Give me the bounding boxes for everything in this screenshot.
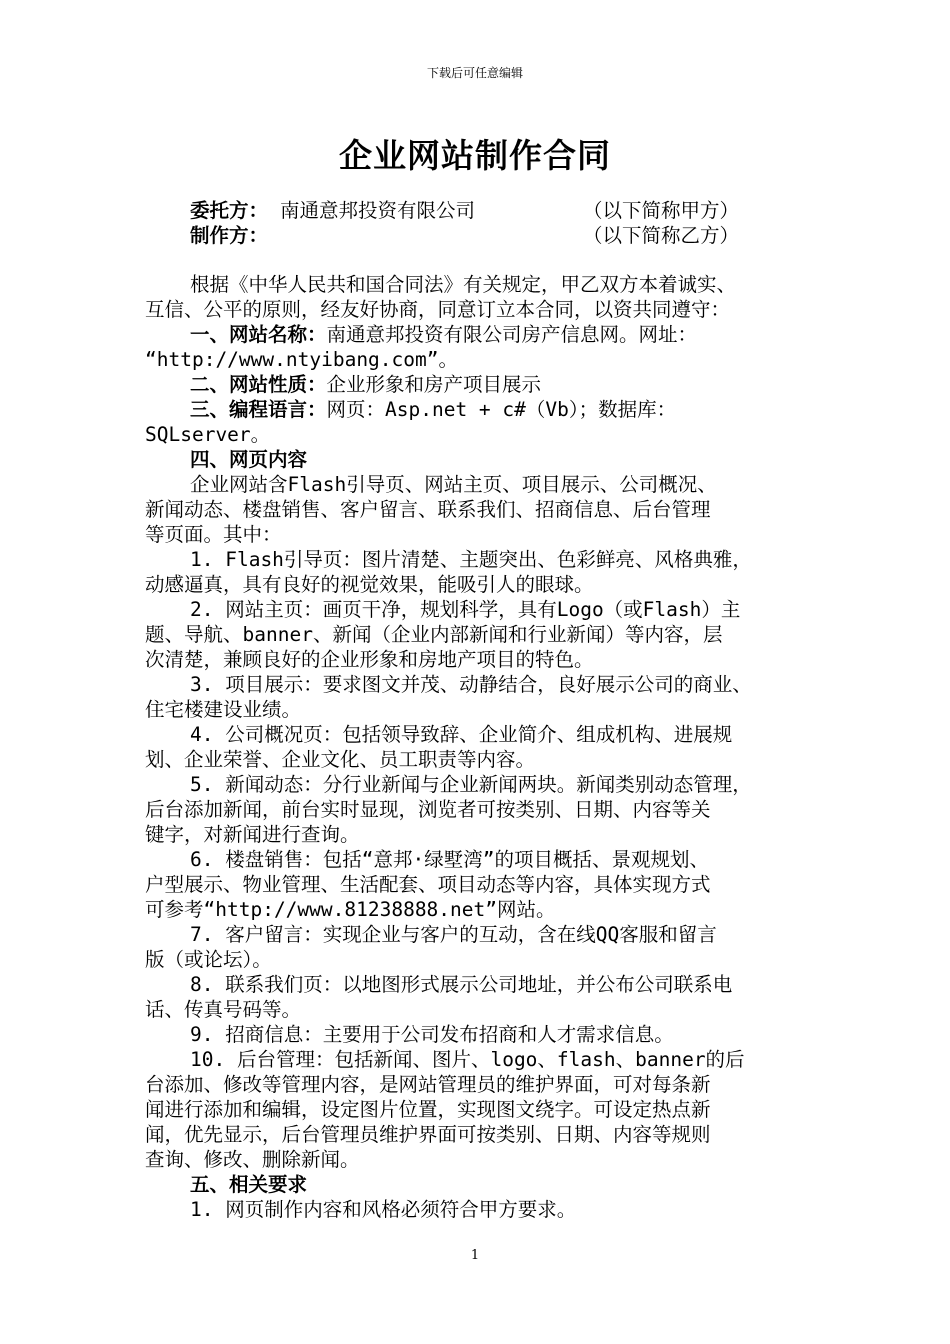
body-line: 7. 客户留言：实现企业与客户的互动，含在线QQ客服和留言 xyxy=(190,923,717,946)
body-line: 台添加、修改等管理内容，是网站管理员的维护界面，可对每条新 xyxy=(145,1073,711,1096)
body-line: 1. Flash引导页：图片清楚、主题突出、色彩鲜亮、风格典雅， xyxy=(190,548,752,571)
maker-label: 制作方： xyxy=(190,224,269,247)
body-line: 10. 后台管理：包括新闻、图片、logo、flash、banner的后 xyxy=(190,1048,745,1071)
body-line: 6. 楼盘销售：包括“意邦·绿墅湾”的项目概括、景观规划、 xyxy=(190,848,709,871)
body-line: 新闻动态、楼盘销售、客户留言、联系我们、招商信息、后台管理 xyxy=(145,498,711,521)
section-1-heading: 一、网站名称： xyxy=(190,323,327,346)
section-2 xyxy=(190,372,541,397)
body-line: 企业网站含Flash引导页、网站主页、项目展示、公司概况、 xyxy=(190,473,717,496)
maker-note: （以下简称乙方） xyxy=(583,224,740,247)
client-name: 南通意邦投资有限公司 xyxy=(280,199,476,222)
body-line: 话、传真号码等。 xyxy=(145,998,302,1021)
section-2-text: 企业形象和房产项目展示 xyxy=(326,373,542,396)
section-4-heading: 四、网页内容 xyxy=(190,448,308,471)
body-line: 次清楚，兼顾良好的企业形象和房地产项目的特色。 xyxy=(145,648,594,671)
body-line: 8. 联系我们页：以地图形式展示公司地址，并公布公司联系电 xyxy=(190,973,733,996)
section-1 xyxy=(190,322,697,347)
body-line: 3. 项目展示：要求图文并茂、动静结合，良好展示公司的商业、 xyxy=(190,673,752,696)
client-label: 委托方： xyxy=(190,199,269,222)
body-line: 划、企业荣誉、企业文化、员工职责等内容。 xyxy=(145,748,536,771)
body-line: 闻进行添加和编辑，设定图片位置，实现图文绕字。可设定热点新 xyxy=(145,1098,711,1121)
body-line: 可参考“http://www.81238888.net”网站。 xyxy=(145,898,556,921)
body-line: 4. 公司概况页：包括领导致辞、企业简介、组成机构、进展规 xyxy=(190,723,733,746)
body-line: 户型展示、物业管理、生活配套、项目动态等内容，具体实现方式 xyxy=(145,873,711,896)
body-line: 9. 招商信息：主要用于公司发布招商和人才需求信息。 xyxy=(190,1023,674,1046)
section-3-heading: 三、编程语言： xyxy=(190,398,327,421)
body-line: 2. 网站主页：画页干净，规划科学，具有Logo（或Flash）主 xyxy=(190,598,741,621)
section-3-continued: SQLserver。 xyxy=(145,423,271,446)
section-1-url: “http://www.ntyibang.com”。 xyxy=(145,348,458,371)
section-2-heading: 二、网站性质： xyxy=(190,373,327,396)
body-line: 住宅楼建设业绩。 xyxy=(145,698,302,721)
page-header: 下载后可任意编辑 xyxy=(426,66,523,80)
section-1-text: 南通意邦投资有限公司房产信息网。网址： xyxy=(326,323,698,346)
body-line: 等页面。其中： xyxy=(145,523,282,546)
body-line: 键字，对新闻进行查询。 xyxy=(145,823,360,846)
body-line: 动感逼真，具有良好的视觉效果，能吸引人的眼球。 xyxy=(145,573,594,596)
section-3 xyxy=(190,397,676,422)
page-title: 企业网站制作合同 xyxy=(339,136,611,175)
page-number: 1 xyxy=(470,1248,480,1263)
intro-line: 根据《中华人民共和国合同法》有关规定，甲乙双方本着诚实、 xyxy=(190,273,737,296)
client-note: （以下简称甲方） xyxy=(583,199,740,222)
body-line: 后台添加新闻，前台实时显现，浏览者可按类别、日期、内容等关 xyxy=(145,798,711,821)
body-line: 版（或论坛）。 xyxy=(145,948,272,971)
body-line: 1. 网页制作内容和风格必须符合甲方要求。 xyxy=(190,1198,577,1221)
section-3-text: 网页：Asp.net + c#（Vb）；数据库： xyxy=(326,398,677,421)
body-line: 查询、修改、删除新闻。 xyxy=(145,1148,360,1171)
body-line: 5. 新闻动态：分行业新闻与企业新闻两块。新闻类别动态管理， xyxy=(190,773,752,796)
intro-line: 互信、公平的原则，经友好协商，同意订立本合同，以资共同遵守： xyxy=(145,298,731,321)
body-line: 闻，优先显示，后台管理员维护界面可按类别、日期、内容等规则 xyxy=(145,1123,711,1146)
body-line: 题、导航、banner、新闻（企业内部新闻和行业新闻）等内容，层 xyxy=(145,623,723,646)
section-5-heading: 五、相关要求 xyxy=(190,1173,308,1196)
